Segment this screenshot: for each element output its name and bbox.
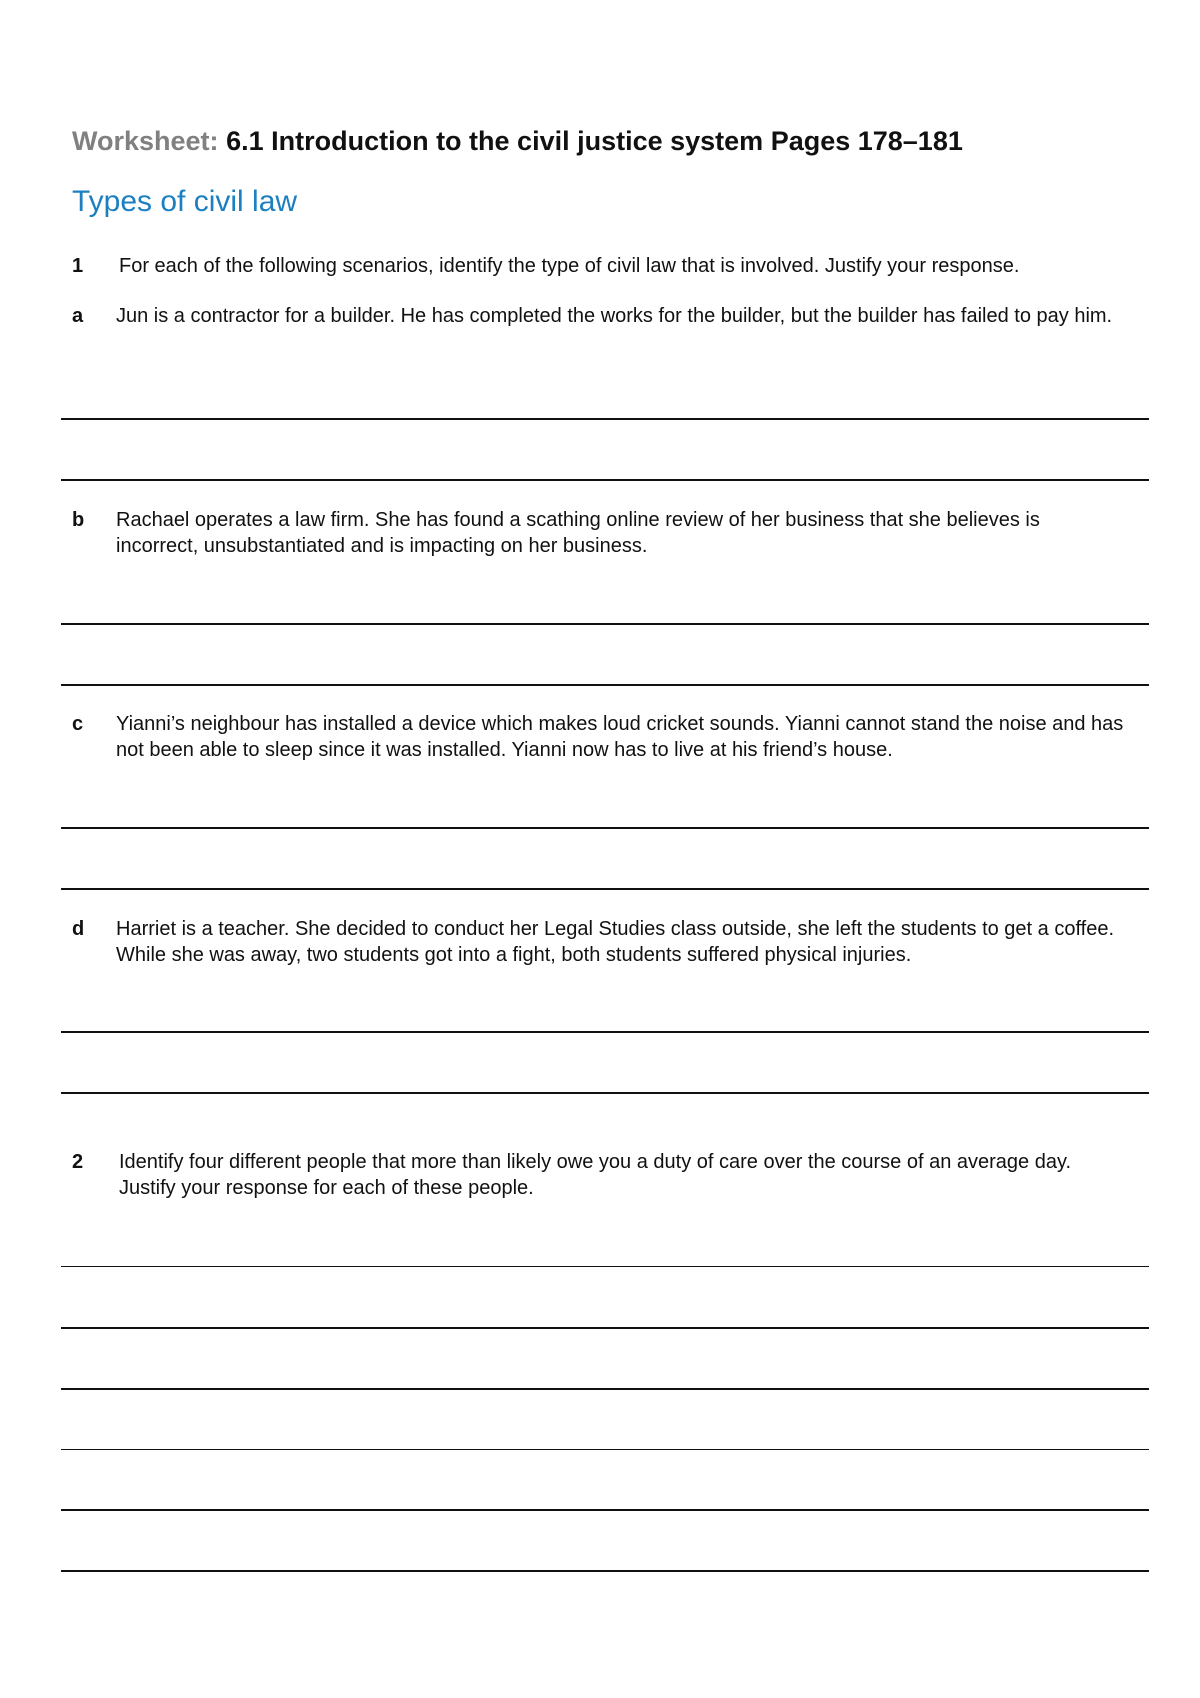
worksheet-title-text: 6.1 Introduction to the civil justice system Pages 178–181 [226, 126, 963, 156]
section-heading: Types of civil law [72, 185, 298, 218]
question-number: 1 [72, 255, 84, 277]
answer-line[interactable] [61, 1266, 1149, 1267]
answer-line[interactable] [61, 623, 1149, 625]
answer-line[interactable] [61, 888, 1149, 890]
answer-line[interactable] [61, 1509, 1149, 1511]
part-label: a [72, 305, 84, 327]
question-number: 2 [72, 1151, 84, 1173]
part-label: d [72, 918, 85, 940]
worksheet-title [72, 126, 963, 157]
answer-line[interactable] [61, 684, 1149, 686]
part-label: b [72, 509, 85, 531]
question-prompt: Identify four different people that more than likely owe you a duty of care over the course of an average day. Justify your response for each of these people. [119, 1151, 1072, 1199]
part-label: c [72, 713, 84, 735]
worksheet-prefix: Worksheet: [72, 126, 219, 156]
answer-line[interactable] [61, 827, 1149, 829]
part-text: Jun is a contractor for a builder. He has completed the works for the builder, but the builder has failed to pay him. [116, 305, 1113, 327]
part-text: Harriet is a teacher. She decided to conduct her Legal Studies class outside, she left the students to get a coffee. While she was away, two students got into a fight, both students suffered physical injuries. [116, 918, 1115, 966]
question-prompt: For each of the following scenarios, identify the type of civil law that is involved. Justify your response. [119, 255, 1020, 277]
answer-line[interactable] [61, 1031, 1149, 1033]
answer-line[interactable] [61, 418, 1149, 420]
answer-line[interactable] [61, 1388, 1149, 1390]
part-text: Rachael operates a law firm. She has found a scathing online review of her business that she believes is incorrect, unsubstantiated and is impacting on her business. [116, 509, 1040, 557]
answer-line[interactable] [61, 1449, 1149, 1450]
answer-line[interactable] [61, 1092, 1149, 1094]
answer-line[interactable] [61, 1327, 1149, 1329]
answer-line[interactable] [61, 479, 1149, 481]
answer-line[interactable] [61, 1570, 1149, 1572]
part-text: Yianni’s neighbour has installed a device which makes loud cricket sounds. Yianni cannot stand the noise and has not been able to sleep since it was installed. Yianni now has to live at his friend’s house. [116, 713, 1124, 761]
